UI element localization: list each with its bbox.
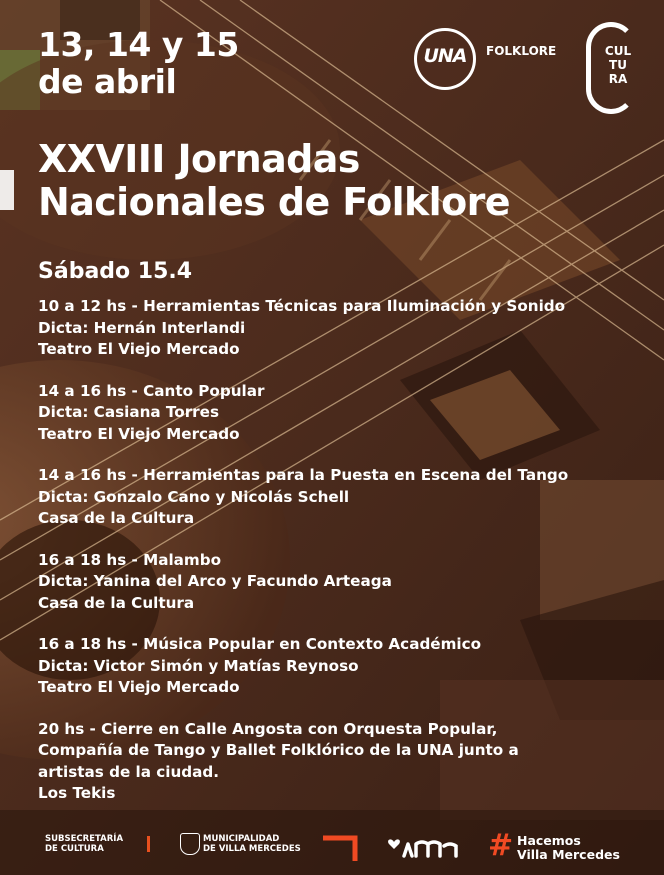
event-detail-line: Teatro El Viejo Mercado [38, 340, 240, 358]
event-time-title: 20 hs - Cierre en Calle Angosta con Orquesta Popular, [38, 719, 498, 738]
event-detail-line: Casa de la Cultura [38, 593, 195, 612]
hacemos-line-1: Hacemos [517, 833, 581, 848]
heart-vm-logo-icon [386, 836, 464, 858]
day-heading: Sábado 15.4 [38, 259, 193, 284]
event-title [38, 138, 510, 224]
una-logo-text: UNA [423, 45, 467, 67]
event-detail-line: Dicta: Casiana Torres [38, 403, 220, 421]
event-item [38, 381, 658, 446]
event-detail-line: Dicta: Victor Simón y Matías Reynoso [38, 656, 359, 675]
title-line-1: XXVIII Jornadas [38, 137, 360, 181]
event-item [38, 296, 658, 361]
event-detail-line: Dicta: Hernán Interlandi [38, 318, 246, 337]
cultura-logo [586, 22, 638, 114]
sponsors-footer [0, 826, 664, 870]
cultura-text [598, 44, 638, 86]
event-detail-line: Dicta: Gonzalo Cano y Nicolás Schell [38, 487, 350, 506]
dates-line-1: 13, 14 y 15 [38, 25, 239, 64]
event-detail-line: Dicta: Yanina del Arco y Facundo Arteaga [38, 572, 392, 590]
event-time-title: 10 a 12 hs - Herramientas Técnicas para Iluminación y Sonido [38, 297, 566, 315]
una-logo [414, 28, 476, 90]
event-item [38, 550, 658, 615]
cultura-line-2: TU [609, 58, 627, 72]
event-item [38, 465, 658, 530]
title-line-2: Nacionales de Folklore [38, 180, 510, 224]
event-time-title: 14 a 16 hs - Canto Popular [38, 381, 265, 400]
event-time-title: 14 a 16 hs - Herramientas para la Puesta en Escena del Tango [38, 466, 569, 484]
event-detail-line: artistas de la ciudad. [38, 762, 220, 781]
orange-bar-icon [147, 836, 150, 852]
event-detail-line: Casa de la Cultura [38, 509, 195, 527]
event-dates [38, 26, 239, 100]
subsecretaria-line-1: SUBSECRETARÍA [45, 834, 124, 844]
event-time-title: 16 a 18 hs - Música Popular en Contexto Académico [38, 635, 482, 653]
event-detail-line: Los Tekis [38, 784, 116, 802]
folklore-label: FOLKLORE [486, 44, 557, 58]
municipal-seal-icon [180, 833, 200, 855]
municipalidad-line-1: MUNICIPALIDAD [203, 834, 280, 844]
orange-corner-icon [323, 835, 358, 861]
event-item [38, 719, 658, 805]
dates-line-2: de abril [38, 62, 177, 101]
subsecretaria-line-2: DE CULTURA [45, 844, 104, 854]
hacemos-villa-mercedes-logo [517, 834, 620, 862]
event-item [38, 634, 658, 699]
event-detail-line: Teatro El Viejo Mercado [38, 678, 240, 696]
hashtag-icon: # [488, 828, 514, 863]
municipalidad-line-2: DE VILLA MERCEDES [203, 844, 301, 854]
event-time-title: 16 a 18 hs - Malambo [38, 550, 222, 569]
municipalidad-logo [203, 834, 301, 854]
event-detail-line: Compañía de Tango y Ballet Folklórico de la UNA junto a [38, 741, 519, 759]
cultura-line-3: RA [608, 72, 628, 86]
subsecretaria-logo [45, 834, 123, 854]
hacemos-line-2: Villa Mercedes [517, 847, 620, 862]
cultura-line-1: CUL [604, 44, 632, 58]
event-detail-line: Teatro El Viejo Mercado [38, 424, 240, 443]
events-list [38, 296, 658, 825]
